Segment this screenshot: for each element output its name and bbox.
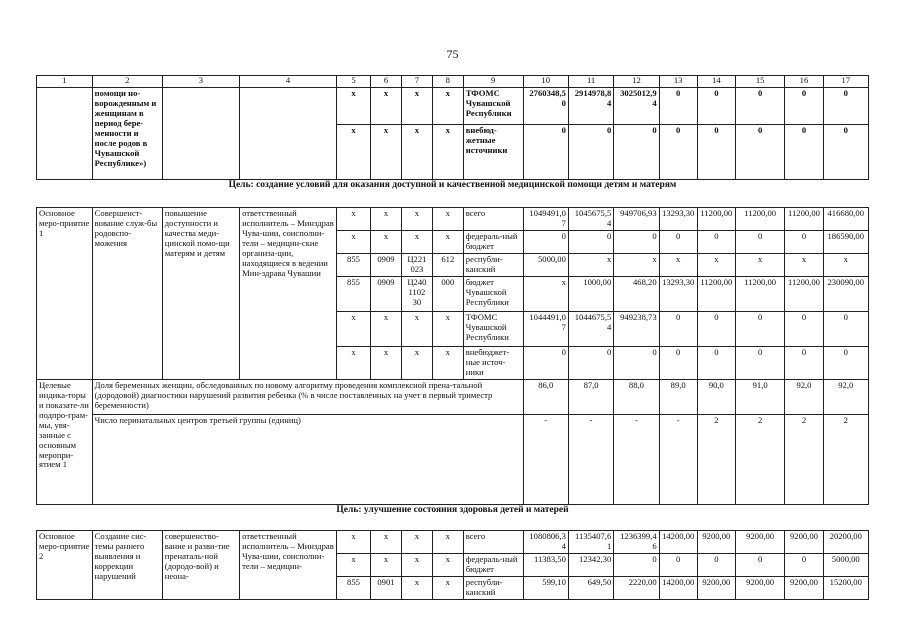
amount-cell: 0 (659, 346, 697, 379)
funding-source: внебюд-жетные источники (463, 125, 523, 180)
indicator-text: Число перинатальных центров третьей группы (единиц) (92, 414, 523, 504)
indicator-value: 87,0 (568, 379, 613, 414)
activity-1-row (37, 208, 869, 231)
amount-cell: 15200,00 (823, 576, 868, 599)
code-vr: х (432, 125, 463, 180)
budget-table-wrapper (36, 75, 869, 600)
indicator-value: - (523, 414, 568, 504)
indicator-value: 2 (697, 414, 735, 504)
budget-table (36, 75, 869, 600)
amount-cell: 11200,00 (735, 208, 784, 231)
amount-cell: 0 (659, 311, 697, 346)
amount-cell: 9200,00 (735, 530, 784, 553)
code-gr: х (336, 208, 370, 231)
funding-source: республи-канский (463, 253, 523, 276)
column-number: 8 (432, 76, 463, 88)
code-cs: х (401, 88, 432, 125)
amount-cell: 0 (697, 230, 735, 253)
indicator-row (37, 379, 869, 414)
indicator-value: 2 (823, 414, 868, 504)
code-vr: х (432, 311, 463, 346)
amount-cell: 0 (614, 553, 659, 576)
code-vr: х (432, 346, 463, 379)
amount-cell: 12342,30 (568, 553, 613, 576)
indicators-label: Целевые индика-торы и показате-ли подпро-грам-мы, увя-занные с основным меропри-ятием 1 (37, 379, 93, 504)
code-gr: х (336, 125, 370, 180)
amount-cell: 0 (735, 125, 784, 180)
code-rz: х (371, 88, 402, 125)
code-vr: х (432, 553, 463, 576)
funding-source: ТФОМС Чувашской Республики (463, 311, 523, 346)
amount-cell: 1135407,61 (568, 530, 613, 553)
amount-cell: 0 (523, 125, 568, 180)
amount-cell: 0 (697, 125, 735, 180)
code-cs: х (401, 346, 432, 379)
activity-status: Основное меро-приятие 1 (37, 208, 93, 380)
activity-name: Создание сис-темы раннего выявления и коррекции нарушений (92, 530, 162, 599)
prev-status-cell (37, 88, 93, 180)
amount-cell: 13293,30 (659, 208, 697, 231)
amount-cell: 0 (659, 553, 697, 576)
amount-cell: 11200,00 (697, 276, 735, 311)
activity-2-row (37, 530, 869, 553)
prev-row (37, 88, 869, 125)
code-cs: х (401, 553, 432, 576)
code-gr: х (336, 311, 370, 346)
amount-cell: 0 (823, 125, 868, 180)
amount-cell: 0 (614, 125, 659, 180)
amount-cell: 0 (697, 553, 735, 576)
amount-cell: 1045675,54 (568, 208, 613, 231)
column-number: 9 (463, 76, 523, 88)
indicator-value: 91,0 (735, 379, 784, 414)
code-vr: х (432, 576, 463, 599)
activity-goal: совершенство-вание и разви-тие пренаталь-ной (дородо-вой) и неона- (162, 530, 239, 599)
amount-cell: 9200,00 (735, 576, 784, 599)
amount-cell: 599,10 (523, 576, 568, 599)
column-number: 15 (735, 76, 784, 88)
amount-cell: 0 (785, 125, 823, 180)
column-number: 4 (240, 76, 337, 88)
code-gr: 855 (336, 276, 370, 311)
amount-cell: 186590,00 (823, 230, 868, 253)
column-number: 11 (568, 76, 613, 88)
amount-cell: 0 (568, 346, 613, 379)
code-rz: х (371, 125, 402, 180)
indicator-value: 90,0 (697, 379, 735, 414)
amount-cell: 949238,73 (614, 311, 659, 346)
code-cs: х (401, 230, 432, 253)
amount-cell: 9200,00 (697, 576, 735, 599)
indicator-value: 88,0 (614, 379, 659, 414)
code-cs: х (401, 530, 432, 553)
column-number: 16 (785, 76, 823, 88)
activity-executor: ответственный исполнитель – Минздрав Чува-шии, соисполни-тели – медицин-ские организа-ции, находящиеся в ведении Мин-здрава Чувашии (240, 208, 337, 380)
amount-cell: 0 (823, 346, 868, 379)
code-cs: х (401, 125, 432, 180)
activity-name: Совершенст-вование служ-бы родовспо-можения (92, 208, 162, 380)
code-gr: х (336, 530, 370, 553)
amount-cell: 0 (697, 346, 735, 379)
indicator-value: - (614, 414, 659, 504)
table-body (37, 76, 869, 600)
column-number: 12 (614, 76, 659, 88)
amount-cell: 416680,00 (823, 208, 868, 231)
amount-cell: 9200,00 (785, 576, 823, 599)
code-rz: 0909 (371, 253, 402, 276)
code-rz: х (371, 208, 402, 231)
amount-cell: 0 (614, 346, 659, 379)
amount-cell: 0 (735, 346, 784, 379)
amount-cell: 1236399,46 (614, 530, 659, 553)
code-rz: х (371, 530, 402, 553)
activity-goal: повышение доступности и качества меди-цинской помо-щи матерям и детям (162, 208, 239, 380)
amount-cell: 2220,00 (614, 576, 659, 599)
indicator-value: 2 (735, 414, 784, 504)
code-cs: х (401, 576, 432, 599)
amount-cell: 1044491,07 (523, 311, 568, 346)
column-number: 17 (823, 76, 868, 88)
amount-cell: 14200,00 (659, 530, 697, 553)
column-number: 10 (523, 76, 568, 88)
indicator-value: - (659, 414, 697, 504)
amount-cell: 0 (659, 125, 697, 180)
column-number: 13 (659, 76, 697, 88)
goal-row (37, 180, 869, 208)
amount-cell: 11200,00 (735, 276, 784, 311)
code-gr: х (336, 230, 370, 253)
amount-cell: 0 (523, 230, 568, 253)
amount-cell: 0 (785, 311, 823, 346)
amount-cell: 0 (735, 311, 784, 346)
amount-cell: 0 (523, 346, 568, 379)
funding-source: федераль-ный бюджет (463, 230, 523, 253)
indicator-value: 2 (785, 414, 823, 504)
code-rz: 0909 (371, 276, 402, 311)
indicator-value: 89,0 (659, 379, 697, 414)
code-rz: х (371, 230, 402, 253)
amount-cell: 0 (823, 88, 868, 125)
amount-cell: 230090,00 (823, 276, 868, 311)
amount-cell: 2914978,84 (568, 88, 613, 125)
prev-executor-cell (240, 88, 337, 180)
amount-cell: 0 (614, 230, 659, 253)
code-cs: Ц221 023 (401, 253, 432, 276)
amount-cell: 13293,30 (659, 276, 697, 311)
funding-source: внебюджет-ные источ-ники (463, 346, 523, 379)
amount-cell: х (823, 253, 868, 276)
amount-cell: 2760348,50 (523, 88, 568, 125)
column-number: 5 (336, 76, 370, 88)
amount-cell: 1044675,54 (568, 311, 613, 346)
amount-cell: 0 (568, 230, 613, 253)
amount-cell: 9200,00 (785, 530, 823, 553)
page-number: 75 (446, 47, 459, 61)
amount-cell: 468,20 (614, 276, 659, 311)
activity-status: Основное меро-приятие 2 (37, 530, 93, 599)
amount-cell: 0 (735, 88, 784, 125)
amount-cell: 20200,00 (823, 530, 868, 553)
column-number: 6 (371, 76, 402, 88)
column-number: 3 (162, 76, 239, 88)
amount-cell: 3025012,94 (614, 88, 659, 125)
amount-cell: х (735, 253, 784, 276)
amount-cell: 1080806,34 (523, 530, 568, 553)
goal-heading: Цель: улучшение состояния здоровья детей и матерей (336, 504, 569, 515)
amount-cell: 1000,00 (568, 276, 613, 311)
funding-source: всего (463, 208, 523, 231)
code-rz: х (371, 553, 402, 576)
prev-goal-cell (162, 88, 239, 180)
amount-cell: х (697, 253, 735, 276)
code-vr: 000 (432, 276, 463, 311)
column-number: 14 (697, 76, 735, 88)
amount-cell: 0 (659, 230, 697, 253)
funding-source: республи-канский (463, 576, 523, 599)
amount-cell: 949706,93 (614, 208, 659, 231)
column-number: 2 (92, 76, 162, 88)
amount-cell: 0 (785, 230, 823, 253)
header-row (37, 76, 869, 88)
code-gr: х (336, 88, 370, 125)
funding-source: всего (463, 530, 523, 553)
amount-cell: 11200,00 (785, 208, 823, 231)
amount-cell: 5000,00 (823, 553, 868, 576)
amount-cell: 11200,00 (785, 276, 823, 311)
amount-cell: 5000,00 (523, 253, 568, 276)
indicator-row (37, 414, 869, 504)
amount-cell: 0 (659, 88, 697, 125)
code-vr: х (432, 208, 463, 231)
code-gr: х (336, 346, 370, 379)
prev-name: помощи но-ворожденным и женщинам в период бере-менности и после родов в Чувашской Республике») (92, 88, 162, 180)
amount-cell: 11200,00 (697, 208, 735, 231)
amount-cell: 11383,50 (523, 553, 568, 576)
code-cs: х (401, 208, 432, 231)
amount-cell: х (568, 253, 613, 276)
amount-cell: 0 (568, 125, 613, 180)
goal-row (37, 504, 869, 530)
indicator-value: 92,0 (785, 379, 823, 414)
code-cs: Ц240 1102 30 (401, 276, 432, 311)
amount-cell: 0 (697, 88, 735, 125)
amount-cell: 1049491,07 (523, 208, 568, 231)
amount-cell: х (785, 253, 823, 276)
amount-cell: х (614, 253, 659, 276)
indicator-text: Доля беременных женщин, обследованных по новому алгоритму проведения комплексной прена-тальной (дородовой) диагностики нарушений развития ребенка (% в числе поставленных на учет в первый триместр беременности) (92, 379, 523, 414)
amount-cell: 0 (785, 88, 823, 125)
funding-source: бюджет Чувашской Республики (463, 276, 523, 311)
code-gr: х (336, 553, 370, 576)
amount-cell: х (659, 253, 697, 276)
code-vr: 612 (432, 253, 463, 276)
code-cs: х (401, 311, 432, 346)
code-vr: х (432, 88, 463, 125)
activity-executor: ответственный исполнитель – Минздрав Чува-шии, соисполни-тели – медицин- (240, 530, 337, 599)
amount-cell: 9200,00 (697, 530, 735, 553)
funding-source: ТФОМС Чувашской Республики (463, 88, 523, 125)
indicator-value: 92,0 (823, 379, 868, 414)
column-number: 7 (401, 76, 432, 88)
amount-cell: 0 (823, 311, 868, 346)
amount-cell: х (523, 276, 568, 311)
code-vr: х (432, 230, 463, 253)
code-gr: 855 (336, 253, 370, 276)
funding-source: федераль-ный бюджет (463, 553, 523, 576)
indicator-value: - (568, 414, 613, 504)
amount-cell: 0 (697, 311, 735, 346)
indicator-value: 86,0 (523, 379, 568, 414)
amount-cell: 0 (785, 553, 823, 576)
goal-heading: Цель: создание условий для оказания доступной и качественной медицинской помощи детям и матерям (228, 180, 677, 190)
amount-cell: 14200,00 (659, 576, 697, 599)
amount-cell: 0 (735, 553, 784, 576)
amount-cell: 0 (735, 230, 784, 253)
code-vr: х (432, 530, 463, 553)
code-rz: х (371, 346, 402, 379)
amount-cell: 0 (785, 346, 823, 379)
amount-cell: 649,50 (568, 576, 613, 599)
code-rz: х (371, 311, 402, 346)
code-rz: 0901 (371, 576, 402, 599)
code-gr: 855 (336, 576, 370, 599)
column-number: 1 (37, 76, 93, 88)
